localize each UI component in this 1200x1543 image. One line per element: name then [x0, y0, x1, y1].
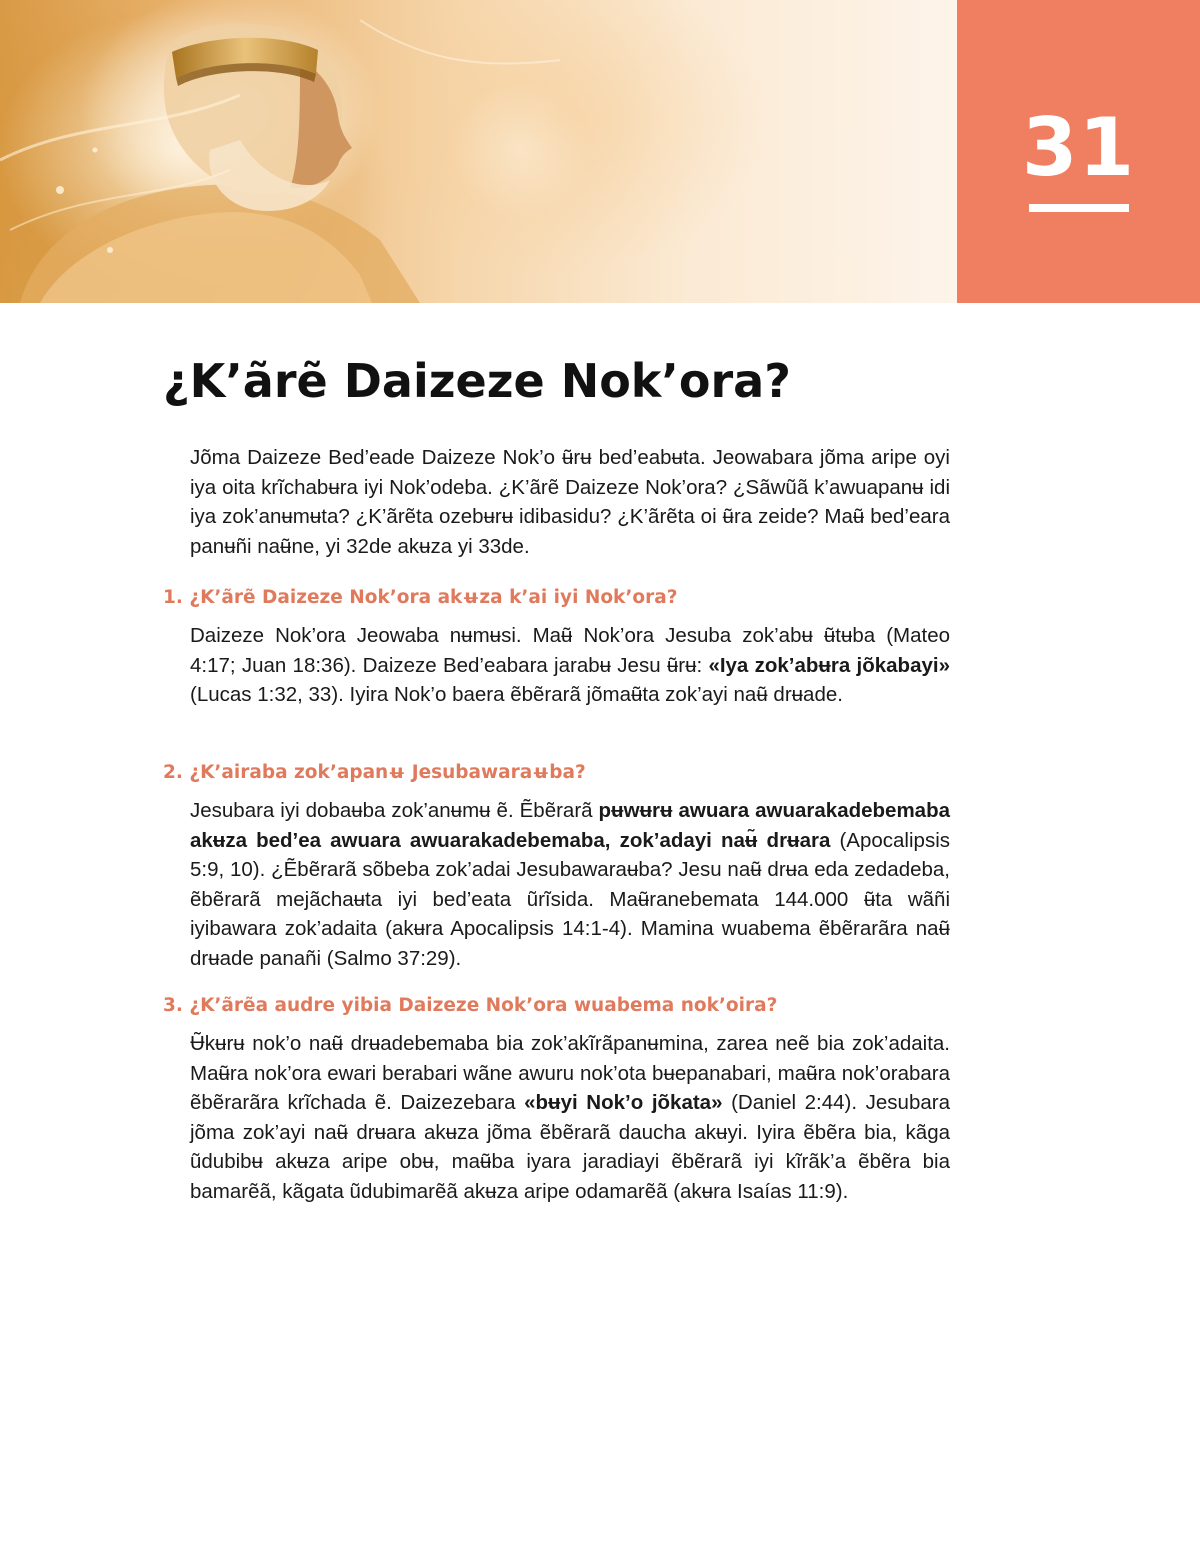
question-1: 1. ¿K’ãrẽ Daizeze Nok’ora akʉza k’ai iyi Nok’ora? [163, 587, 678, 608]
question-2: 2. ¿K’airaba zok’apanʉ Jesubawaraʉba? [163, 762, 586, 783]
answer-3: Ʉ̃kʉrʉ nok’o naʉ̃ drʉadebemaba bia zok’akĩrãpanʉmina, zarea neẽ bia zok’adaita. Maʉ̃ra nok’ora ewari berabari wãne awuru nok’ota bʉepanabari, maʉ̃ra nok’orabara ẽbẽrarãra krĩchada ẽ. Daizezebara «bʉyi Nok’o jõkata» (Daniel 2:44). Jesubara jõma zok’ayi naʉ̃ drʉara akʉza jõma ẽbẽrarã daucha akʉyi. Iyira ẽbẽra bia, kãga ũdubibʉ akʉza aripe obʉ, maʉ̃ba iyara jaradiayi ẽbẽrarã iyi kĩrãk’a ẽbẽra bia bamarẽã, kãgata ũdubimarẽã akʉza aripe odamarẽã (akʉra Isaías 11:9). [190, 1032, 950, 1203]
page-title: ¿K’ãrẽ Daizeze Nok’ora? [163, 354, 791, 408]
chapter-number-box [957, 0, 1200, 303]
answer-2-emphasis: pʉwʉrʉ awuara awuarakadebemaba akʉza bed’ea awuara awuarakadebemaba, zok’adayi naʉ̃ drʉara [190, 799, 950, 852]
answer-3-emphasis: «bʉyi Nok’o jõkata» [524, 1091, 723, 1114]
chapter-number: 31 [1021, 101, 1136, 194]
intro-paragraph: Jõma Daizeze Bed’eade Daizeze Nok’o ʉ̃rʉ bed’eabʉta. Jeowabara jõma aripe oyi iya oita krĩchabʉra iyi Nok’odeba. ¿K’ãrẽ Daizeze Nok’ora? ¿Sãwũã k’awuapanʉ idi iya zok’anʉmʉta? ¿K’ãrẽta ozebʉrʉ idibasidu? ¿K’ãrẽta oi ʉ̃ra zeide? Maʉ̃ bed’eara panʉñi naʉ̃ne, yi 32de akʉza yi 33de. [190, 446, 950, 558]
answer-2: Jesubara iyi dobaʉba zok’anʉmʉ ẽ. Ẽbẽrarã pʉwʉrʉ awuara awuarakadebemaba akʉza bed’ea awuara awuarakadebemaba, zok’adayi naʉ̃ drʉara (Apocalipsis 5:9, 10). ¿Ẽbẽrarã sõbeba zok’adai Jesubawaraʉba? Jesu naʉ̃ drʉa eda zedadeba, ẽbẽrarã mejãchaʉta iyi bed’eata ũrĩsida. Maʉ̃ranebemata 144.000 ʉ̃ta wãñi iyibawara zok’adaita (akʉra Apocalipsis 14:1-4). Mamina wuabema ẽbẽrarãra naʉ̃ drʉade panañi (Salmo 37:29). [190, 799, 950, 970]
chapter-underline [1029, 204, 1129, 212]
king-illustration [0, 0, 957, 303]
answer-1: Daizeze Nok’ora Jeowaba nʉmʉsi. Maʉ̃ Nok’ora Jesuba zok’abʉ ʉ̃tʉba (Mateo 4:17; Juan 18:36). Daizeze Bed’eabara jarabʉ Jesu ʉ̃rʉ: «Iya zok’abʉra jõkabayi» (Lucas 1:32, 33). Iyira Nok’o baera ẽbẽrarã jõmaʉ̃ta zok’ayi naʉ̃ drʉade. [190, 624, 950, 706]
question-3: 3. ¿K’ãrẽa audre yibia Daizeze Nok’ora wuabema nok’oira? [163, 995, 778, 1016]
hero-image [0, 0, 957, 303]
answer-1-emphasis: «Iya zok’abʉra jõkabayi» [708, 653, 950, 677]
